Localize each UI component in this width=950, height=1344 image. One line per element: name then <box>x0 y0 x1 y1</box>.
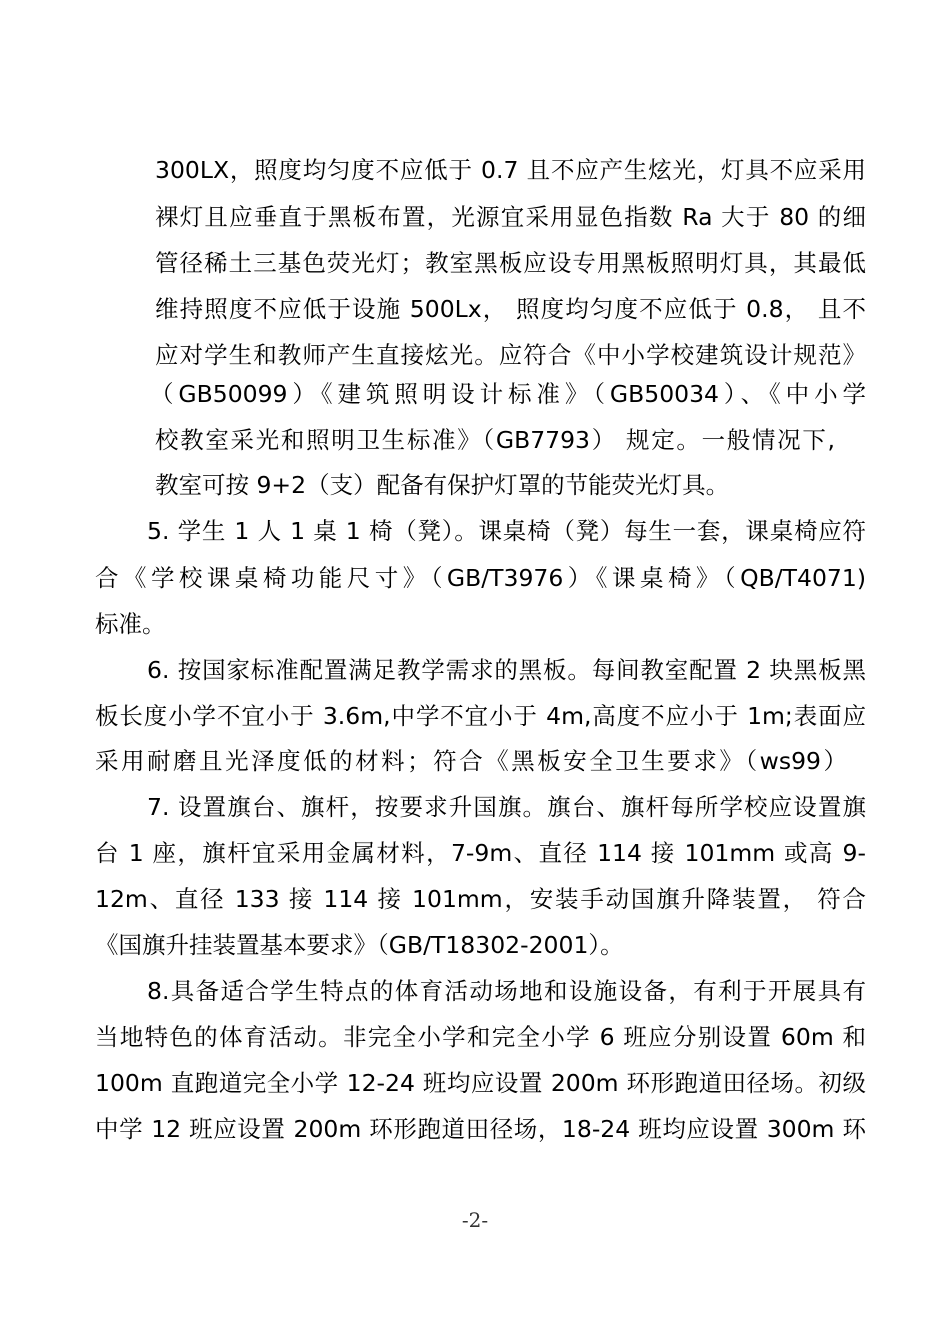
page-number: -2- <box>461 1208 489 1232</box>
text-line-20: 当地特色的体育活动。非完全小学和完全小学 6 班应分别设置 60m 和 <box>95 1023 866 1051</box>
text-line-9: 5. 学生 1 人 1 桌 1 椅（凳）。课桌椅（凳）每生一套，课桌椅应符 <box>147 517 866 545</box>
text-line-4: 维持照度不应低于设施 500Lx， 照度均匀度不应低于 0.8， 且不 <box>155 295 866 323</box>
text-line-14: 采用耐磨且光泽度低的材料；符合《黑板安全卫生要求》（ws99） <box>95 747 847 775</box>
text-line-12: 6. 按国家标准配置满足教学需求的黑板。每间教室配置 2 块黑板黑 <box>147 656 866 684</box>
text-line-6: （GB50099）《建筑照明设计标准》（GB50034）、《中小学 <box>150 380 866 408</box>
text-line-11: 标准。 <box>95 610 166 638</box>
text-line-1: 300LX，照度均匀度不应低于 0.7 且不应产生炫光，灯具不应采用 <box>155 156 866 184</box>
text-line-2: 裸灯且应垂直于黑板布置，光源宜采用显色指数 Ra 大于 80 的细 <box>155 203 866 231</box>
text-line-17: 12m、直径 133 接 114 接 101mm，安装手动国旗升降装置， 符合 <box>95 885 866 913</box>
text-line-13: 板长度小学不宜小于 3.6m,中学不宜小于 4m,高度不应小于 1m;表面应 <box>95 702 866 730</box>
text-line-3: 管径稀土三基色荧光灯；教室黑板应设专用黑板照明灯具，其最低 <box>155 249 866 277</box>
text-line-16: 台 1 座，旗杆宜采用金属材料，7-9m、直径 114 接 101mm 或高 9- <box>95 839 866 867</box>
text-line-15: 7. 设置旗台、旗杆，按要求升国旗。旗台、旗杆每所学校应设置旗 <box>147 793 866 821</box>
text-line-18: 《国旗升挂装置基本要求》（GB/T18302-2001）。 <box>95 931 624 959</box>
text-line-7: 校教室采光和照明卫生标准》（GB7793） 规定。一般情况下, <box>155 426 835 454</box>
text-line-10: 合《学校课桌椅功能尺寸》（GB/T3976）《课桌椅》（QB/T4071) <box>95 564 866 592</box>
text-line-22: 中学 12 班应设置 200m 环形跑道田径场，18-24 班均应设置 300m 环 <box>95 1115 866 1143</box>
text-line-8: 教室可按 9+2（支）配备有保护灯罩的节能荧光灯具。 <box>155 471 730 499</box>
text-line-21: 100m 直跑道完全小学 12-24 班均应设置 200m 环形跑道田径场。初级 <box>95 1069 866 1097</box>
text-line-5: 应对学生和教师产生直接炫光。应符合《中小学校建筑设计规范》 <box>155 341 866 369</box>
text-line-19: 8.具备适合学生特点的体育活动场地和设施设备，有利于开展具有 <box>147 977 866 1005</box>
